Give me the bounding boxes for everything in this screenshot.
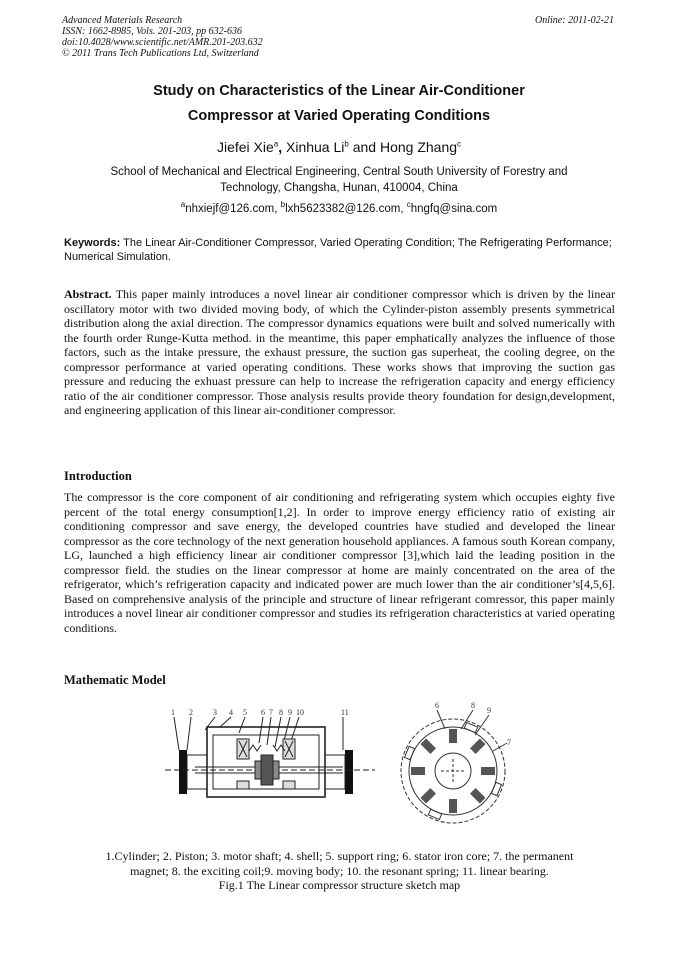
figure-label: 5 xyxy=(243,708,247,717)
author-separator: , xyxy=(278,139,283,155)
email-address: hngfq@sina.com xyxy=(410,202,498,215)
email-address: nhxiejf@126.com, xyxy=(185,202,278,215)
figure-label: 3 xyxy=(213,708,217,717)
introduction-heading: Introduction xyxy=(64,469,132,483)
author-name: Xinhua Li xyxy=(286,139,345,155)
author-list xyxy=(60,139,618,155)
paper-title-line-2: Compressor at Varied Operating Conditions xyxy=(187,108,491,124)
email-list xyxy=(60,200,618,215)
email-mark: c xyxy=(406,200,411,209)
author-separator: and xyxy=(348,139,380,155)
author-affil-mark: a xyxy=(273,139,279,149)
affiliation-line-2: Technology, Changsha, Hunan, 410004, China xyxy=(220,182,458,194)
email-mark: b xyxy=(280,200,286,209)
figure-label: 8 xyxy=(279,708,283,717)
abstract-label: Abstract. xyxy=(64,287,112,301)
figure-legend xyxy=(64,849,615,893)
issn-line: ISSN: 1662-8985, Vols. 201-203, pp 632-636 xyxy=(62,26,242,37)
figure-label: 7 xyxy=(269,708,273,717)
affiliation-line-1: School of Mechanical and Electrical Engineering, Central South University of Forestry and xyxy=(110,166,568,178)
figure-label: 11 xyxy=(341,708,349,717)
keywords xyxy=(64,236,616,264)
abstract-text: This paper mainly introduces a novel linear air conditioner compressor which is driven by the linear oscillatory motor with two divided moving body, of which the Cylinder-piston assembly presents symmetrical distribution along the axial direction. The compressor dynamics equations were built and solved numerically with the fourth order Runge-Kutta method. in the meantime, this paper emphatically analyzes the influence of those factors, such as the intake pressure, the exhaust pressure, the suction gas superheat, the cooling degree, on the compressor performance at varied operating conditions. These works shows that improving the suction gas pressure and reducing the exhuast pressure can help to increase the refrigeration capacity and energy efficiency ratio of the air conditioner compressor. Those analysis results provide theory foundation for design,development, and engineering application of this linear air-conditioner compressor. xyxy=(64,287,615,417)
figure-legend-line-1: 1.Cylinder; 2. Piston; 3. motor shaft; 4. shell; 5. support ring; 6. stator iron core; 7. the permanent xyxy=(105,849,574,863)
figure-label: 1 xyxy=(171,708,175,717)
figure-caption: Fig.1 The Linear compressor structure sketch map xyxy=(218,878,461,892)
author-affil-mark: b xyxy=(344,139,349,149)
figure-label: 2 xyxy=(189,708,193,717)
figure-label: 10 xyxy=(296,708,304,717)
email-mark: a xyxy=(180,200,186,209)
author-name: Hong Zhang xyxy=(379,139,458,155)
introduction-text: The compressor is the core component of air conditioning and refrigerating system which occupies eighty five percent of the total energy consumption[1,2]. In order to improve energy efficiency ratio of existing air conditioning compressor and save energy, the developed countries have studied and developed the linear compressor as the core technology of the next generation household appliances. A famous south Korean company, LG, launched a high efficiency linear air conditioner compressor [3],which laid the leading position in the compressor field. the studies on the linear compressor at home are mainly concentrated on the area of the refrigerator, which’s refrigeration capacity and indicated power are much lower than the air conditioner’s[4,5,6]. Based on comprehensive analysis of the principle and structure of linear refrigerant comressor, this paper mainly introduces a novel linear air conditioner compressor and studies its refrigeration characteristics at varied operating conditions. xyxy=(64,490,615,635)
online-date: Online: 2011-02-21 xyxy=(535,15,614,26)
journal-metadata xyxy=(62,15,263,59)
journal-name: Advanced Materials Research xyxy=(62,15,183,26)
figure-label: 6 xyxy=(261,708,265,717)
model-heading: Mathematic Model xyxy=(64,673,166,687)
figure-legend-line-2: magnet; 8. the exciting coil;9. moving body; 10. the resonant spring; 11. linear bearing. xyxy=(130,863,549,878)
figure-label: 6 xyxy=(435,701,439,710)
paper-title-line-1: Study on Characteristics of the Linear Air-Conditioner xyxy=(153,83,525,99)
doi-line: doi:10.4028/www.scientific.net/AMR.201-203.632 xyxy=(62,37,263,48)
author-affil-mark: c xyxy=(457,139,462,149)
compressor-cross-section-figure xyxy=(165,705,375,810)
figure-label: 7 xyxy=(507,738,511,747)
figure-label: 8 xyxy=(471,701,475,710)
author-name: Jiefei Xie xyxy=(216,139,274,155)
stator-radial-section-figure xyxy=(395,699,517,829)
figure-label: 4 xyxy=(229,708,233,717)
copyright-line: © 2011 Trans Tech Publications Ltd, Switzerland xyxy=(62,48,259,59)
email-address: lxh5623382@126.com, xyxy=(285,202,404,215)
abstract xyxy=(64,287,615,418)
affiliation xyxy=(60,164,618,196)
keywords-text: The Linear Air-Conditioner Compressor, Varied Operating Condition; The Refrigerating Performance; Numerical Simulation. xyxy=(64,237,612,263)
keywords-label: Keywords: xyxy=(64,237,121,249)
figure-label: 9 xyxy=(288,708,292,717)
figure-label: 9 xyxy=(487,706,491,715)
